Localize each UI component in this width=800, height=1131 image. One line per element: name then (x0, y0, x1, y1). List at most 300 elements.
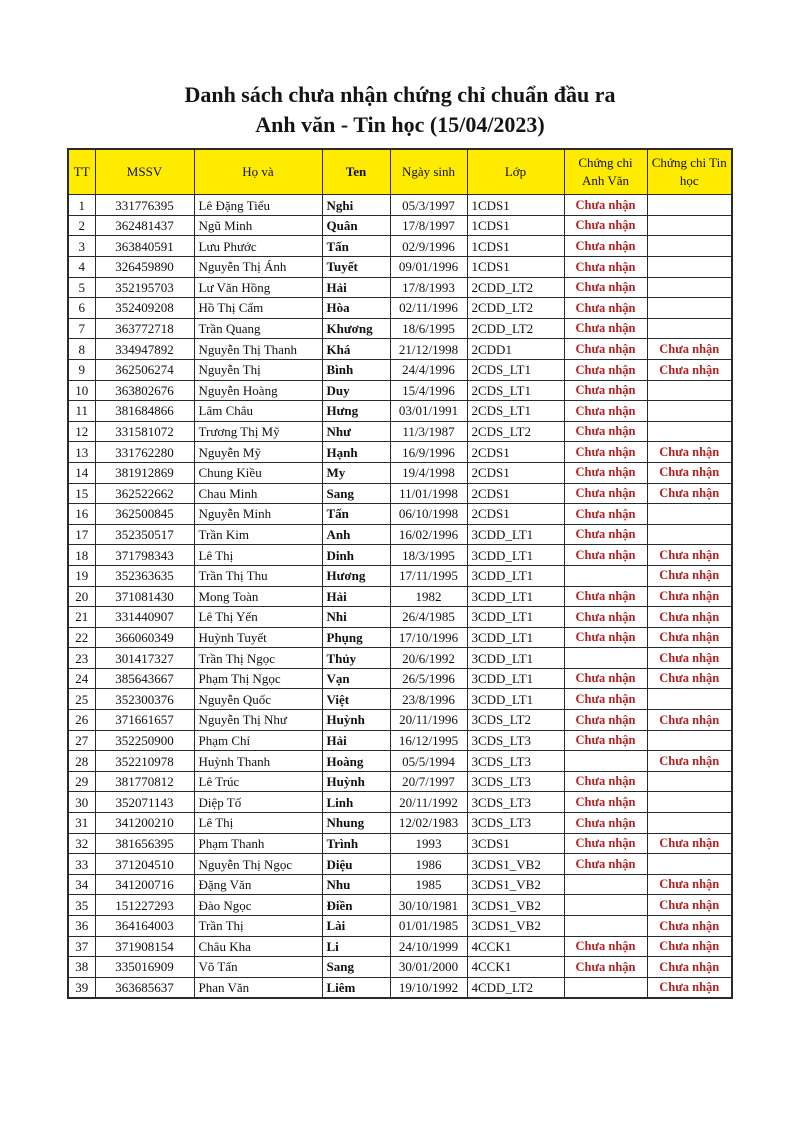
cell-ten: Việt (322, 689, 390, 710)
cell-ten: Hương (322, 565, 390, 586)
cell-tt: 34 (68, 874, 95, 895)
cell-ngay-sinh: 01/01/1985 (390, 916, 467, 937)
cell-ten: Quân (322, 215, 390, 236)
cell-chung-chi-anh-van: Chưa nhận (564, 936, 647, 957)
cell-chung-chi-anh-van: Chưa nhận (564, 318, 647, 339)
cell-chung-chi-anh-van: Chưa nhận (564, 792, 647, 813)
cell-mssv: 371661657 (95, 710, 194, 731)
cell-chung-chi-tin-hoc: Chưa nhận (647, 586, 732, 607)
cell-chung-chi-anh-van: Chưa nhận (564, 586, 647, 607)
cell-chung-chi-tin-hoc (647, 318, 732, 339)
header-lop: Lớp (467, 149, 564, 195)
cell-lop: 4CCK1 (467, 957, 564, 978)
cell-tt: 14 (68, 462, 95, 483)
cell-ngay-sinh: 26/5/1996 (390, 668, 467, 689)
header-chung-chi-anh-van: Chứng chi Anh Văn (564, 149, 647, 195)
cell-chung-chi-tin-hoc (647, 813, 732, 834)
cell-chung-chi-tin-hoc: Chưa nhận (647, 895, 732, 916)
cell-mssv: 362481437 (95, 215, 194, 236)
cell-mssv: 331776395 (95, 195, 194, 216)
cell-chung-chi-tin-hoc (647, 195, 732, 216)
cell-chung-chi-anh-van: Chưa nhận (564, 668, 647, 689)
cell-mssv: 362500845 (95, 504, 194, 525)
cell-ngay-sinh: 1982 (390, 586, 467, 607)
cell-ten: Nhi (322, 607, 390, 628)
cell-chung-chi-anh-van: Chưa nhận (564, 421, 647, 442)
cell-chung-chi-tin-hoc: Chưa nhận (647, 710, 732, 731)
cell-chung-chi-tin-hoc (647, 380, 732, 401)
cell-chung-chi-anh-van (564, 977, 647, 998)
cell-chung-chi-tin-hoc: Chưa nhận (647, 442, 732, 463)
header-chung-chi-tin-hoc: Chứng chi Tin học (647, 149, 732, 195)
cell-mssv: 381912869 (95, 462, 194, 483)
cell-chung-chi-anh-van: Chưa nhận (564, 771, 647, 792)
cell-chung-chi-anh-van: Chưa nhận (564, 524, 647, 545)
cell-tt: 28 (68, 751, 95, 772)
cell-ho-va: Trần Thị Thu (194, 565, 322, 586)
cell-ngay-sinh: 1993 (390, 833, 467, 854)
cell-mssv: 352195703 (95, 277, 194, 298)
header-ngay-sinh: Ngày sinh (390, 149, 467, 195)
cell-ngay-sinh: 16/9/1996 (390, 442, 467, 463)
cell-ngay-sinh: 20/11/1996 (390, 710, 467, 731)
cell-tt: 24 (68, 668, 95, 689)
cell-ngay-sinh: 17/8/1997 (390, 215, 467, 236)
table-row (68, 462, 732, 483)
cell-lop: 2CDD_LT2 (467, 277, 564, 298)
cell-tt: 37 (68, 936, 95, 957)
cell-ngay-sinh: 18/6/1995 (390, 318, 467, 339)
cell-ten: Li (322, 936, 390, 957)
cell-chung-chi-anh-van: Chưa nhận (564, 257, 647, 278)
cell-ten: Hòa (322, 298, 390, 319)
table-row (68, 916, 732, 937)
cell-mssv: 352250900 (95, 730, 194, 751)
cell-lop: 3CDS_LT3 (467, 751, 564, 772)
cell-tt: 38 (68, 957, 95, 978)
cell-chung-chi-tin-hoc: Chưa nhận (647, 668, 732, 689)
header-ho-va: Họ và (194, 149, 322, 195)
cell-ho-va: Đào Ngọc (194, 895, 322, 916)
header-mssv: MSSV (95, 149, 194, 195)
cell-ten: Bình (322, 359, 390, 380)
cell-tt: 33 (68, 854, 95, 875)
cell-lop: 4CCK1 (467, 936, 564, 957)
cell-mssv: 151227293 (95, 895, 194, 916)
cell-ho-va: Lê Thị (194, 813, 322, 834)
table-row (68, 710, 732, 731)
cell-ten: Điền (322, 895, 390, 916)
table-row (68, 957, 732, 978)
cell-mssv: 363802676 (95, 380, 194, 401)
cell-mssv: 301417327 (95, 648, 194, 669)
cell-ngay-sinh: 17/10/1996 (390, 627, 467, 648)
cell-mssv: 341200210 (95, 813, 194, 834)
cell-ngay-sinh: 19/4/1998 (390, 462, 467, 483)
cell-mssv: 341200716 (95, 874, 194, 895)
cell-mssv: 363840591 (95, 236, 194, 257)
cell-ho-va: Lư Văn Hồng (194, 277, 322, 298)
cell-tt: 8 (68, 339, 95, 360)
cell-chung-chi-anh-van (564, 751, 647, 772)
cell-chung-chi-tin-hoc: Chưa nhận (647, 648, 732, 669)
cell-ten: Nhung (322, 813, 390, 834)
cell-chung-chi-tin-hoc (647, 771, 732, 792)
cell-ho-va: Lê Trúc (194, 771, 322, 792)
cell-tt: 6 (68, 298, 95, 319)
cell-ho-va: Nguyễn Hoàng (194, 380, 322, 401)
cell-chung-chi-anh-van: Chưa nhận (564, 957, 647, 978)
cell-chung-chi-tin-hoc (647, 524, 732, 545)
cell-chung-chi-tin-hoc (647, 854, 732, 875)
table-row (68, 977, 732, 998)
cell-ten: Duy (322, 380, 390, 401)
cell-lop: 2CDD_LT2 (467, 298, 564, 319)
cell-tt: 23 (68, 648, 95, 669)
cell-mssv: 385643667 (95, 668, 194, 689)
cell-ten: Như (322, 421, 390, 442)
cell-ho-va: Đặng Văn (194, 874, 322, 895)
table-row (68, 833, 732, 854)
cell-mssv: 363772718 (95, 318, 194, 339)
cell-chung-chi-anh-van: Chưa nhận (564, 462, 647, 483)
table-row (68, 627, 732, 648)
cell-mssv: 363685637 (95, 977, 194, 998)
cell-lop: 3CDD_LT1 (467, 586, 564, 607)
cell-lop: 3CDS1_VB2 (467, 874, 564, 895)
cell-lop: 1CDS1 (467, 215, 564, 236)
cell-chung-chi-anh-van: Chưa nhận (564, 195, 647, 216)
cell-tt: 27 (68, 730, 95, 751)
cell-lop: 1CDS1 (467, 236, 564, 257)
table-row (68, 339, 732, 360)
cell-mssv: 352363635 (95, 565, 194, 586)
cell-tt: 13 (68, 442, 95, 463)
cell-chung-chi-tin-hoc (647, 215, 732, 236)
cell-ho-va: Huỳnh Thanh (194, 751, 322, 772)
cell-mssv: 335016909 (95, 957, 194, 978)
cell-lop: 3CDD_LT1 (467, 545, 564, 566)
table-row (68, 689, 732, 710)
cell-lop: 2CDS_LT1 (467, 401, 564, 422)
cell-mssv: 366060349 (95, 627, 194, 648)
cell-ho-va: Chau Minh (194, 483, 322, 504)
cell-chung-chi-anh-van: Chưa nhận (564, 380, 647, 401)
cell-chung-chi-tin-hoc: Chưa nhận (647, 751, 732, 772)
cell-chung-chi-anh-van: Chưa nhận (564, 833, 647, 854)
cell-ho-va: Lê Đặng Tiểu (194, 195, 322, 216)
cell-chung-chi-tin-hoc (647, 689, 732, 710)
cell-tt: 3 (68, 236, 95, 257)
cell-lop: 3CDS1_VB2 (467, 895, 564, 916)
cell-ten: My (322, 462, 390, 483)
cell-chung-chi-anh-van: Chưa nhận (564, 401, 647, 422)
cell-ngay-sinh: 17/8/1993 (390, 277, 467, 298)
cell-chung-chi-tin-hoc (647, 257, 732, 278)
cell-ten: Hưng (322, 401, 390, 422)
cell-tt: 25 (68, 689, 95, 710)
cell-chung-chi-tin-hoc: Chưa nhận (647, 957, 732, 978)
cell-chung-chi-tin-hoc: Chưa nhận (647, 359, 732, 380)
cell-tt: 17 (68, 524, 95, 545)
cell-ten: Anh (322, 524, 390, 545)
cell-mssv: 331762280 (95, 442, 194, 463)
table-row (68, 895, 732, 916)
cell-tt: 15 (68, 483, 95, 504)
cell-ngay-sinh: 05/5/1994 (390, 751, 467, 772)
cell-lop: 3CDS_LT3 (467, 792, 564, 813)
cell-ho-va: Chung Kiều (194, 462, 322, 483)
cell-ten: Hải (322, 277, 390, 298)
cell-ngay-sinh: 20/7/1997 (390, 771, 467, 792)
cell-chung-chi-anh-van: Chưa nhận (564, 689, 647, 710)
cell-ngay-sinh: 12/02/1983 (390, 813, 467, 834)
cell-lop: 2CDS_LT1 (467, 359, 564, 380)
cell-lop: 3CDD_LT1 (467, 689, 564, 710)
cell-ho-va: Lê Thị Yến (194, 607, 322, 628)
cell-lop: 3CDD_LT1 (467, 648, 564, 669)
cell-chung-chi-tin-hoc: Chưa nhận (647, 936, 732, 957)
cell-lop: 2CDS1 (467, 483, 564, 504)
cell-lop: 4CDD_LT2 (467, 977, 564, 998)
cell-tt: 16 (68, 504, 95, 525)
cell-ten: Huỳnh (322, 710, 390, 731)
cell-ten: Trình (322, 833, 390, 854)
cell-mssv: 352300376 (95, 689, 194, 710)
cell-tt: 4 (68, 257, 95, 278)
cell-chung-chi-anh-van: Chưa nhận (564, 545, 647, 566)
cell-ngay-sinh: 09/01/1996 (390, 257, 467, 278)
cell-tt: 31 (68, 813, 95, 834)
cell-ngay-sinh: 03/01/1991 (390, 401, 467, 422)
table-row (68, 730, 732, 751)
cell-ngay-sinh: 16/12/1995 (390, 730, 467, 751)
table-row (68, 277, 732, 298)
cell-ngay-sinh: 02/9/1996 (390, 236, 467, 257)
cell-ten: Hạnh (322, 442, 390, 463)
cell-lop: 3CDD_LT1 (467, 607, 564, 628)
cell-tt: 7 (68, 318, 95, 339)
cell-ten: Diệu (322, 854, 390, 875)
header-ten: Ten (322, 149, 390, 195)
cell-mssv: 371908154 (95, 936, 194, 957)
cell-lop: 2CDD1 (467, 339, 564, 360)
title-line-1: Danh sách chưa nhận chứng chỉ chuẩn đầu ra (184, 82, 616, 107)
cell-ho-va: Diệp Tố (194, 792, 322, 813)
cell-mssv: 381770812 (95, 771, 194, 792)
header-tt: TT (68, 149, 95, 195)
cell-chung-chi-anh-van (564, 916, 647, 937)
cell-chung-chi-tin-hoc (647, 277, 732, 298)
cell-ho-va: Lê Thị (194, 545, 322, 566)
cell-tt: 30 (68, 792, 95, 813)
table-row (68, 668, 732, 689)
cell-mssv: 352350517 (95, 524, 194, 545)
cell-ho-va: Nguyễn Thị Như (194, 710, 322, 731)
cell-tt: 19 (68, 565, 95, 586)
cell-tt: 20 (68, 586, 95, 607)
cell-chung-chi-anh-van: Chưa nhận (564, 504, 647, 525)
table-row (68, 442, 732, 463)
table-header-row (68, 149, 732, 195)
cell-mssv: 364164003 (95, 916, 194, 937)
cell-chung-chi-anh-van (564, 874, 647, 895)
cell-ngay-sinh: 11/01/1998 (390, 483, 467, 504)
title-line-2: Anh văn - Tin học (15/04/2023) (255, 112, 545, 138)
table-row (68, 401, 732, 422)
cell-chung-chi-anh-van: Chưa nhận (564, 627, 647, 648)
cell-tt: 32 (68, 833, 95, 854)
cell-mssv: 331581072 (95, 421, 194, 442)
cell-chung-chi-tin-hoc: Chưa nhận (647, 833, 732, 854)
cell-ten: Dinh (322, 545, 390, 566)
cell-chung-chi-anh-van: Chưa nhận (564, 607, 647, 628)
table-row (68, 792, 732, 813)
cell-mssv: 334947892 (95, 339, 194, 360)
cell-ten: Sang (322, 483, 390, 504)
cell-ngay-sinh: 16/02/1996 (390, 524, 467, 545)
table-row (68, 215, 732, 236)
cell-chung-chi-anh-van: Chưa nhận (564, 854, 647, 875)
cell-ten: Khá (322, 339, 390, 360)
table-row (68, 813, 732, 834)
cell-chung-chi-tin-hoc (647, 504, 732, 525)
cell-ten: Sang (322, 957, 390, 978)
table-row (68, 483, 732, 504)
cell-ho-va: Nguyễn Quốc (194, 689, 322, 710)
table-row (68, 751, 732, 772)
cell-ngay-sinh: 23/8/1996 (390, 689, 467, 710)
cell-chung-chi-tin-hoc: Chưa nhận (647, 916, 732, 937)
cell-ngay-sinh: 11/3/1987 (390, 421, 467, 442)
cell-chung-chi-anh-van: Chưa nhận (564, 813, 647, 834)
table-row (68, 524, 732, 545)
cell-ho-va: Nguyễn Thị (194, 359, 322, 380)
cell-mssv: 352071143 (95, 792, 194, 813)
cell-ho-va: Trần Kim (194, 524, 322, 545)
cell-tt: 18 (68, 545, 95, 566)
cell-chung-chi-tin-hoc: Chưa nhận (647, 462, 732, 483)
cell-chung-chi-anh-van: Chưa nhận (564, 236, 647, 257)
cell-chung-chi-tin-hoc: Chưa nhận (647, 627, 732, 648)
cell-ngay-sinh: 05/3/1997 (390, 195, 467, 216)
cell-ten: Hải (322, 586, 390, 607)
cell-ten: Tấn (322, 504, 390, 525)
cell-chung-chi-tin-hoc (647, 792, 732, 813)
cell-ho-va: Trần Thị (194, 916, 322, 937)
cell-ten: Hoàng (322, 751, 390, 772)
cell-tt: 9 (68, 359, 95, 380)
cell-chung-chi-tin-hoc: Chưa nhận (647, 874, 732, 895)
cell-chung-chi-tin-hoc (647, 401, 732, 422)
cell-lop: 3CDS1 (467, 833, 564, 854)
cell-lop: 3CDD_LT1 (467, 524, 564, 545)
table-row (68, 545, 732, 566)
cell-lop: 3CDD_LT1 (467, 668, 564, 689)
cell-ten: Nghi (322, 195, 390, 216)
cell-ho-va: Phan Văn (194, 977, 322, 998)
cell-ngay-sinh: 06/10/1998 (390, 504, 467, 525)
table-row (68, 421, 732, 442)
cell-chung-chi-tin-hoc: Chưa nhận (647, 607, 732, 628)
table-row (68, 854, 732, 875)
table-row (68, 380, 732, 401)
cell-ho-va: Ngũ Minh (194, 215, 322, 236)
cell-tt: 5 (68, 277, 95, 298)
cell-mssv: 371798343 (95, 545, 194, 566)
cell-chung-chi-tin-hoc: Chưa nhận (647, 565, 732, 586)
cell-lop: 2CDS1 (467, 462, 564, 483)
cell-ngay-sinh: 17/11/1995 (390, 565, 467, 586)
cell-mssv: 326459890 (95, 257, 194, 278)
cell-chung-chi-anh-van: Chưa nhận (564, 339, 647, 360)
cell-chung-chi-tin-hoc: Chưa nhận (647, 483, 732, 504)
table-row (68, 298, 732, 319)
cell-ngay-sinh: 15/4/1996 (390, 380, 467, 401)
cell-ngay-sinh: 02/11/1996 (390, 298, 467, 319)
cell-chung-chi-anh-van: Chưa nhận (564, 298, 647, 319)
cell-ho-va: Võ Tấn (194, 957, 322, 978)
cell-ngay-sinh: 18/3/1995 (390, 545, 467, 566)
table-row (68, 504, 732, 525)
table-row (68, 318, 732, 339)
cell-mssv: 381684866 (95, 401, 194, 422)
cell-ngay-sinh: 24/4/1996 (390, 359, 467, 380)
cell-chung-chi-tin-hoc: Chưa nhận (647, 977, 732, 998)
page-title (0, 0, 800, 141)
cell-tt: 1 (68, 195, 95, 216)
cell-ngay-sinh: 1986 (390, 854, 467, 875)
cell-lop: 2CDS_LT1 (467, 380, 564, 401)
cell-ten: Khương (322, 318, 390, 339)
cell-mssv: 352210978 (95, 751, 194, 772)
cell-ten: Huỳnh (322, 771, 390, 792)
cell-ten: Liêm (322, 977, 390, 998)
cell-tt: 39 (68, 977, 95, 998)
table-row (68, 874, 732, 895)
cell-lop: 3CDS_LT3 (467, 813, 564, 834)
cell-lop: 2CDS1 (467, 442, 564, 463)
cell-chung-chi-anh-van (564, 895, 647, 916)
cell-tt: 35 (68, 895, 95, 916)
cell-chung-chi-tin-hoc: Chưa nhận (647, 545, 732, 566)
cell-ho-va: Trần Quang (194, 318, 322, 339)
table-row (68, 771, 732, 792)
cell-tt: 10 (68, 380, 95, 401)
cell-chung-chi-anh-van: Chưa nhận (564, 730, 647, 751)
table-row (68, 236, 732, 257)
cell-ten: Vạn (322, 668, 390, 689)
cell-mssv: 362522662 (95, 483, 194, 504)
table-row (68, 648, 732, 669)
cell-ten: Linh (322, 792, 390, 813)
cell-chung-chi-tin-hoc (647, 730, 732, 751)
cell-tt: 21 (68, 607, 95, 628)
cell-ngay-sinh: 20/11/1992 (390, 792, 467, 813)
cell-ho-va: Phạm Chí (194, 730, 322, 751)
cell-ho-va: Trương Thị Mỹ (194, 421, 322, 442)
cell-chung-chi-tin-hoc (647, 236, 732, 257)
cell-ho-va: Nguyễn Thị Ngọc (194, 854, 322, 875)
cell-tt: 2 (68, 215, 95, 236)
cell-ho-va: Châu Kha (194, 936, 322, 957)
cell-tt: 26 (68, 710, 95, 731)
cell-tt: 11 (68, 401, 95, 422)
cell-ten: Tuyết (322, 257, 390, 278)
cell-lop: 2CDS1 (467, 504, 564, 525)
cell-lop: 3CDS1_VB2 (467, 916, 564, 937)
cell-ho-va: Mong Toàn (194, 586, 322, 607)
